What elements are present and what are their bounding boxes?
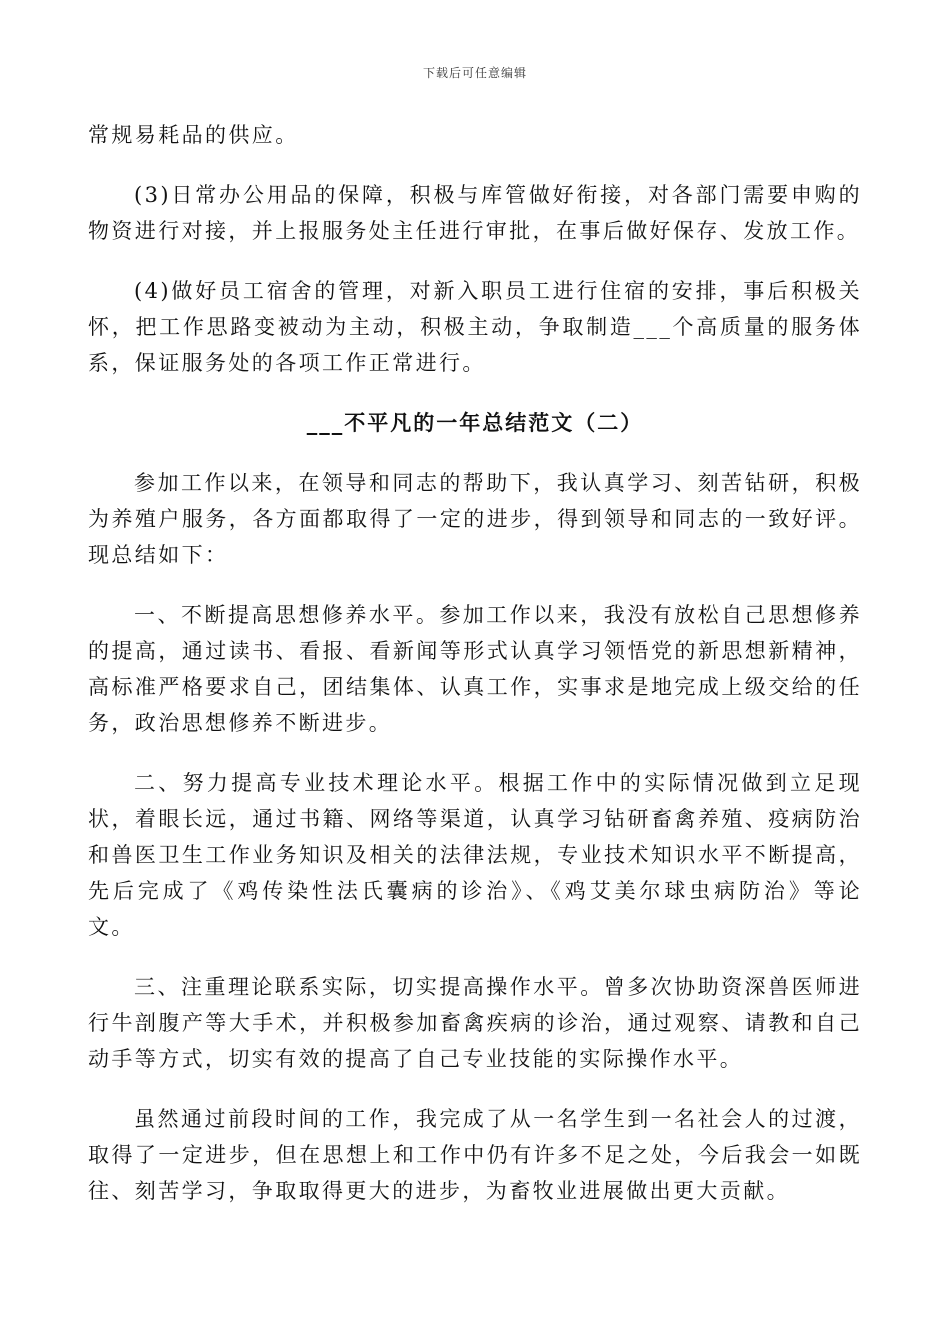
paragraph-intro: 参加工作以来，在领导和同志的帮助下，我认真学习、刻苦钻研，积极为养殖户服务，各方面都取得了一定的进步，得到领导和同志的一致好评。现总结如下：	[88, 471, 862, 567]
paragraph-closing: 虽然通过前段时间的工作，我完成了从一名学生到一名社会人的过渡，取得了一定进步，但在思想上和工作中仍有许多不足之处，今后我会一如既往、刻苦学习，争取取得更大的进步，为畜牧业进展做出更大贡献。	[88, 1107, 862, 1203]
document-body	[88, 117, 862, 1233]
paragraph-section-3: 三、注重理论联系实际，切实提高操作水平。曾多次协助资深兽医师进行牛剖腹产等大手术，并积极参加畜禽疾病的诊治，通过观察、请教和自己动手等方式，切实有效的提高了自己专业技能的实际操作水平。	[88, 975, 862, 1071]
paragraph-item-4: (4)做好员工宿舍的管理，对新入职员工进行住宿的安排，事后积极关怀，把工作思路变被动为主动，积极主动，争取制造___个高质量的服务体系，保证服务处的各项工作正常进行。	[88, 279, 862, 375]
paragraph-section-2: 二、努力提高专业技术理论水平。根据工作中的实际情况做到立足现状，着眼长远，通过书籍、网络等渠道，认真学习钻研畜禽养殖、疫病防治和兽医卫生工作业务知识及相关的法律法规，专业技术知识水平不断提高，先后完成了《鸡传染性法氏囊病的诊治》、《鸡艾美尔球虫病防治》等论文。	[88, 771, 862, 939]
header-note: 下载后可任意编辑	[422, 66, 527, 80]
paragraph-section-1: 一、不断提高思想修养水平。参加工作以来，我没有放松自己思想修养的提高，通过读书、看报、看新闻等形式认真学习领悟党的新思想新精神，高标准严格要求自己，团结集体、认真工作，实事求是地完成上级交给的任务，政治思想修养不断进步。	[88, 603, 862, 735]
paragraph-item-3: (3)日常办公用品的保障，积极与库管做好衔接，对各部门需要申购的物资进行对接，并上报服务处主任进行审批，在事后做好保存、发放工作。	[88, 183, 862, 243]
section-title: ___不平凡的一年总结范文（二）	[306, 410, 644, 435]
paragraph-continuation: 常规易耗品的供应。	[88, 123, 299, 147]
